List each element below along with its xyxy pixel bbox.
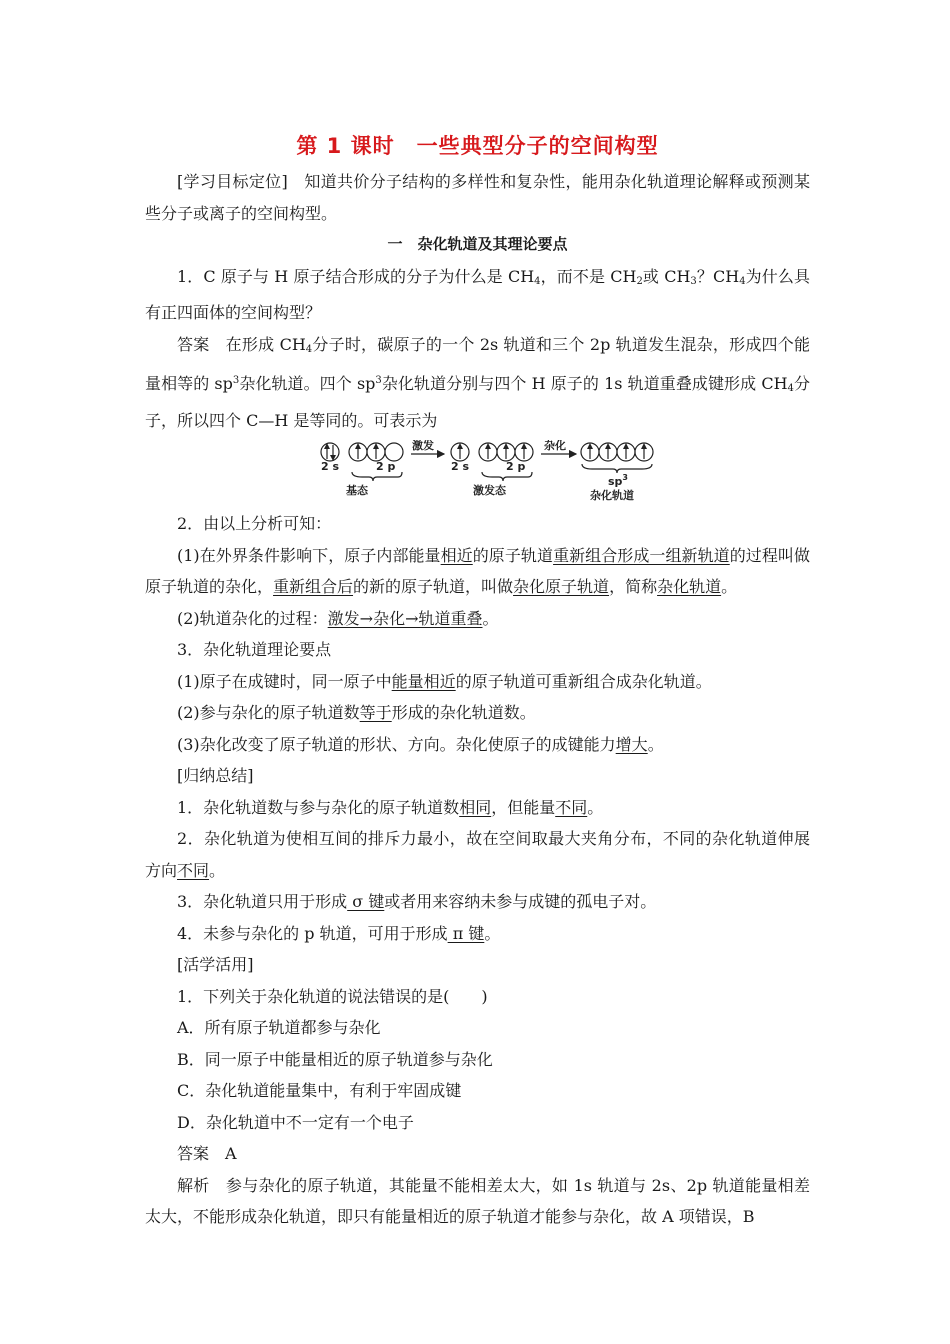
- question-1: 1．C 原子与 H 原子结合形成的分子为什么是 $CH_4$，而不是 $CH_2$或 $CH_3$？$CH_4$为什么具有正四面体的空间构型？: [145, 266, 810, 322]
- summary-item-2: 2．杂化轨道为使相互间的排斥力最小，故在空间取最大夹角分布，不同的杂化轨道伸展方向不同。: [145, 829, 810, 880]
- learning-goal: [145, 166, 810, 229]
- learning-goal-text: 知道共价分子结构的多样性和复杂性，能用杂化轨道理论解释或预测某些分子或离子的空间构型。: [145, 172, 810, 223]
- paragraph-2-2: (2)轨道杂化的过程：激发→杂化→轨道重叠。: [177, 608, 499, 628]
- option-d: D．杂化轨道中不一定有一个电子: [177, 1112, 414, 1132]
- page-title: 第 1 课时 一些典型分子的空间构型: [296, 134, 659, 158]
- paragraph-3-3: (3)杂化改变了原子轨道的形状、方向。杂化使原子的成键能力增大。: [177, 734, 664, 754]
- answer-2: 答案 A: [177, 1144, 237, 1163]
- answer-label: 答案: [177, 334, 210, 354]
- paragraph-3-1: (1)原子在成键时，同一原子中能量相近的原子轨道可重新组合成杂化轨道。: [177, 671, 712, 691]
- label-2p-excited: 2 p: [506, 460, 526, 473]
- analysis: 解析 参与杂化的原子轨道，其能量不能相差太大，如 1s 轨道与 2s、2p 轨道能量相差太大，不能形成杂化轨道，即只有能量相近的原子轨道才能参与杂化，故 A 项错误，B: [145, 1175, 810, 1226]
- option-b: B．同一原子中能量相近的原子轨道参与杂化: [177, 1049, 493, 1069]
- paragraph-3: 3．杂化轨道理论要点: [177, 640, 332, 659]
- option-a: A．所有原子轨道都参与杂化: [177, 1018, 381, 1037]
- summary-item-1: 1．杂化轨道数与参与杂化的原子轨道数相同，但能量不同。: [177, 797, 604, 817]
- label-hybridize: 杂化: [544, 440, 566, 452]
- summary-label: [归纳总结]: [177, 766, 254, 785]
- label-hybrid-orbital: 杂化轨道: [590, 489, 634, 502]
- summary-item-4: 4．未参与杂化的 p 轨道，可用于形成 π 键。: [177, 923, 501, 943]
- label-2s-ground: 2 s: [321, 460, 340, 473]
- label-excite: 激发: [412, 440, 434, 452]
- paragraph-2: 2．由以上分析可知：: [177, 514, 332, 533]
- section-heading: 一 杂化轨道及其理论要点: [387, 235, 568, 253]
- learning-goal-label: [学习目标定位]: [177, 172, 288, 191]
- label-2p-ground: 2 p: [376, 460, 396, 473]
- orbital-diagram-svg: [318, 440, 678, 502]
- option-c: C．杂化轨道能量集中，有利于牢固成键: [177, 1081, 462, 1100]
- label-sp: $sp^3$: [608, 473, 628, 488]
- orbital-hybridization-diagram: [145, 440, 810, 502]
- practice-question: 1．下列关于杂化轨道的说法错误的是( ): [177, 986, 488, 1006]
- answer-1: 答案 在形成 $CH_4$分子时，碳原子的一个 2s 轨道和三个 2p 轨道发生混杂，形成四个能量相等的 $sp^3$杂化轨道。四个 $sp^3$杂化轨道分别与四个 H 原子的 1s 轨道重叠成键形成 $CH_4$分子，所以四个 C—H 是等同的。可表示为: [145, 334, 810, 430]
- document-page: [145, 118, 810, 1233]
- practice-label: [活学活用]: [177, 955, 254, 974]
- hybrid-orbitals: [581, 443, 653, 473]
- paragraph-3-2: (2)参与杂化的原子轨道数等于形成的杂化轨道数。: [177, 703, 536, 722]
- summary-item-3: 3．杂化轨道只用于形成 σ 键或者用来容纳未参与成键的孤电子对。: [177, 892, 657, 911]
- label-excited-state: 激发态: [473, 484, 506, 497]
- label-2s-excited: 2 s: [451, 460, 470, 473]
- paragraph-2-1: (1)在外界条件影响下，原子内部能量相近的原子轨道重新组合形成一组新轨道的过程叫做原子轨道的杂化，重新组合后的新的原子轨道，叫做杂化原子轨道，简称杂化轨道。: [145, 545, 810, 596]
- label-ground-state: 基态: [346, 484, 368, 497]
